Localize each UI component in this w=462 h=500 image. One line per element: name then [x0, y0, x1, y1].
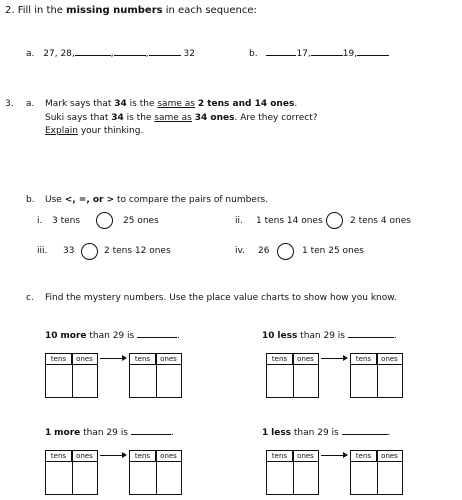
q3c-p2-answer-blank[interactable]	[348, 336, 394, 338]
right-arrow-icon	[321, 455, 343, 456]
place-value-chart-result[interactable]	[350, 450, 403, 495]
q3b-intro-symbols: <, =, or >	[64, 195, 115, 205]
right-arrow-icon	[100, 455, 122, 456]
q3c-p4-rest: than 29 is	[291, 428, 339, 438]
place-value-chart-start[interactable]	[45, 450, 98, 495]
q3c-p3-amount: 1	[45, 428, 52, 438]
q3a-l1-tens: 2 tens	[197, 99, 230, 109]
pv-header-ones: ones	[381, 355, 398, 363]
q3c-p4-period: .	[387, 428, 391, 438]
q3b-item-3-num: iii.	[37, 246, 48, 256]
q3b-item-3-compare-circle[interactable]	[81, 243, 98, 260]
arrowhead-icon	[343, 355, 348, 361]
q3a-l2-num: 34	[111, 113, 124, 123]
q2-sequence-b	[249, 49, 389, 59]
pv-header-ones: ones	[76, 452, 93, 460]
q3c-problem-2	[262, 331, 397, 341]
q3c-p4-direction: less	[271, 428, 292, 438]
q3c-p2-rest: than 29 is	[297, 331, 345, 341]
q2a-end: 32	[183, 49, 195, 59]
q2b-part-1: 17,	[296, 49, 311, 59]
right-arrow-icon	[100, 358, 122, 359]
q3c-p1-answer-blank[interactable]	[137, 336, 177, 338]
q3a-line-1	[45, 99, 297, 109]
q3b-intro-2: to compare the pairs of numbers.	[114, 195, 269, 205]
q3a-l1-text2: is the	[126, 99, 158, 109]
pv-divider	[293, 354, 294, 397]
pv-header-tens: tens	[46, 451, 72, 461]
q3a-l2-text2: is the	[123, 113, 155, 123]
pv-divider	[377, 451, 378, 494]
q3c-p1-rest: than 29 is	[86, 331, 135, 341]
q3b-item-3-left: 33	[63, 246, 75, 256]
q3-number: 3.	[5, 99, 14, 109]
q3a-l3-rest: your thinking.	[77, 126, 144, 136]
pv-header-tens: tens	[130, 451, 156, 461]
pv-header-tens: tens	[267, 451, 293, 461]
q3a-label: a.	[26, 99, 35, 109]
q2-sequence-a	[26, 49, 195, 59]
q3c-p4-amount: 1	[262, 428, 269, 438]
pv-divider	[72, 451, 73, 494]
q2-heading	[5, 5, 257, 16]
pv-divider	[293, 451, 294, 494]
q3c-p1-amount: 10	[45, 331, 58, 341]
pv-header-ones: ones	[297, 452, 314, 460]
q2b-blank-2[interactable]	[311, 54, 343, 56]
q3c-p3-answer-blank[interactable]	[131, 433, 171, 435]
q2a-blank-2[interactable]	[114, 54, 146, 56]
q2b-blank-3[interactable]	[357, 54, 389, 56]
q3c-p4-answer-blank[interactable]	[342, 433, 388, 435]
q3b-item-1-compare-circle[interactable]	[96, 212, 113, 229]
q2b-label: b.	[249, 49, 258, 59]
q3b-item-4-right: 1 ten 25 ones	[302, 246, 364, 256]
q3a-l1-same-as: same as	[157, 99, 195, 109]
pv-header-tens: tens	[351, 354, 377, 364]
q3a-l1-ones: 14 ones	[254, 99, 295, 109]
arrowhead-icon	[343, 452, 348, 458]
place-value-chart-result[interactable]	[350, 353, 403, 398]
q3b-item-1-right: 25 ones	[123, 216, 159, 226]
q3b-item-2-left: 1 tens 14 ones	[256, 216, 323, 226]
pv-header-tens: tens	[46, 354, 72, 364]
pv-divider	[377, 354, 378, 397]
q2a-blank-1[interactable]	[75, 54, 111, 56]
q3c-label: c.	[26, 293, 34, 303]
pv-divider	[156, 451, 157, 494]
q3a-l1-num: 34	[114, 99, 127, 109]
place-value-chart-start[interactable]	[266, 353, 319, 398]
pv-header-tens: tens	[267, 354, 293, 364]
q3b-intro-1: Use	[45, 195, 65, 205]
q3c-p3-direction: more	[54, 428, 81, 438]
arrowhead-icon	[122, 355, 127, 361]
q3b-intro	[45, 195, 268, 205]
q3a-l2-ones: 34 ones	[194, 113, 235, 123]
q3b-item-2-num: ii.	[235, 216, 243, 226]
q2-heading-bold: missing numbers	[66, 5, 163, 16]
pv-header-ones: ones	[297, 355, 314, 363]
q3a-l1-and: and	[229, 99, 255, 109]
q3a-l2-text: Suki says that	[45, 113, 112, 123]
q3c-p1-period: .	[177, 331, 180, 341]
q3b-item-3-right: 2 tens 12 ones	[104, 246, 171, 256]
arrowhead-icon	[122, 452, 127, 458]
pv-header-ones: ones	[160, 355, 177, 363]
q3b-item-2-right: 2 tens 4 ones	[350, 216, 411, 226]
q3a-l1-text: Mark says that	[45, 99, 115, 109]
pv-header-ones: ones	[76, 355, 93, 363]
q3b-item-4-left: 26	[258, 246, 270, 256]
place-value-chart-start[interactable]	[45, 353, 98, 398]
q3c-p3-period: .	[170, 428, 174, 438]
right-arrow-icon	[321, 358, 343, 359]
q3a-l2-same-as: same as	[154, 113, 192, 123]
pv-header-ones: ones	[381, 452, 398, 460]
pv-header-tens: tens	[130, 354, 156, 364]
q3a-line-3	[45, 126, 143, 136]
q3b-label: b.	[26, 195, 35, 205]
place-value-chart-start[interactable]	[266, 450, 319, 495]
q3c-p2-direction: less	[277, 331, 298, 341]
q2b-part-2: 19,	[342, 49, 358, 59]
q2a-comma-1: ,	[110, 49, 114, 59]
q3a-l3-explain: Explain	[45, 126, 78, 136]
q2a-start: 27, 28,	[43, 49, 75, 59]
q3a-l1-period: .	[294, 99, 298, 109]
place-value-chart-result[interactable]	[129, 450, 182, 495]
q3c-problem-4	[262, 428, 390, 438]
q2-heading-text: 2. Fill in the	[5, 5, 67, 16]
pv-header-ones: ones	[160, 452, 177, 460]
q3b-item-1-left: 3 tens	[52, 216, 81, 226]
q3c-intro: Find the mystery numbers. Use the place value charts to show how you know.	[45, 293, 397, 303]
q3a-l2-question: . Are they correct?	[234, 113, 318, 123]
pv-divider	[72, 354, 73, 397]
place-value-chart-result[interactable]	[129, 353, 182, 398]
q2b-blank-1[interactable]	[266, 54, 296, 56]
pv-header-tens: tens	[351, 451, 377, 461]
q2a-label: a.	[26, 49, 35, 59]
q3c-problem-3	[45, 428, 174, 438]
q3b-item-4-compare-circle[interactable]	[277, 243, 294, 260]
q3c-p1-direction: more	[60, 331, 87, 341]
q2a-comma-2: ,	[145, 49, 149, 59]
q3b-item-4-num: iv.	[235, 246, 245, 256]
q2a-blank-3[interactable]	[149, 54, 181, 56]
q3c-problem-1	[45, 331, 180, 341]
q3c-p2-period: .	[393, 331, 397, 341]
pv-divider	[156, 354, 157, 397]
q3b-item-2-compare-circle[interactable]	[326, 212, 343, 229]
q3c-p3-rest: than 29 is	[80, 428, 128, 438]
q3b-item-1-num: i.	[37, 216, 43, 226]
q3a-line-2	[45, 113, 318, 123]
q3c-p2-amount: 10	[262, 331, 275, 341]
q2-heading-suffix: in each sequence:	[162, 5, 257, 16]
